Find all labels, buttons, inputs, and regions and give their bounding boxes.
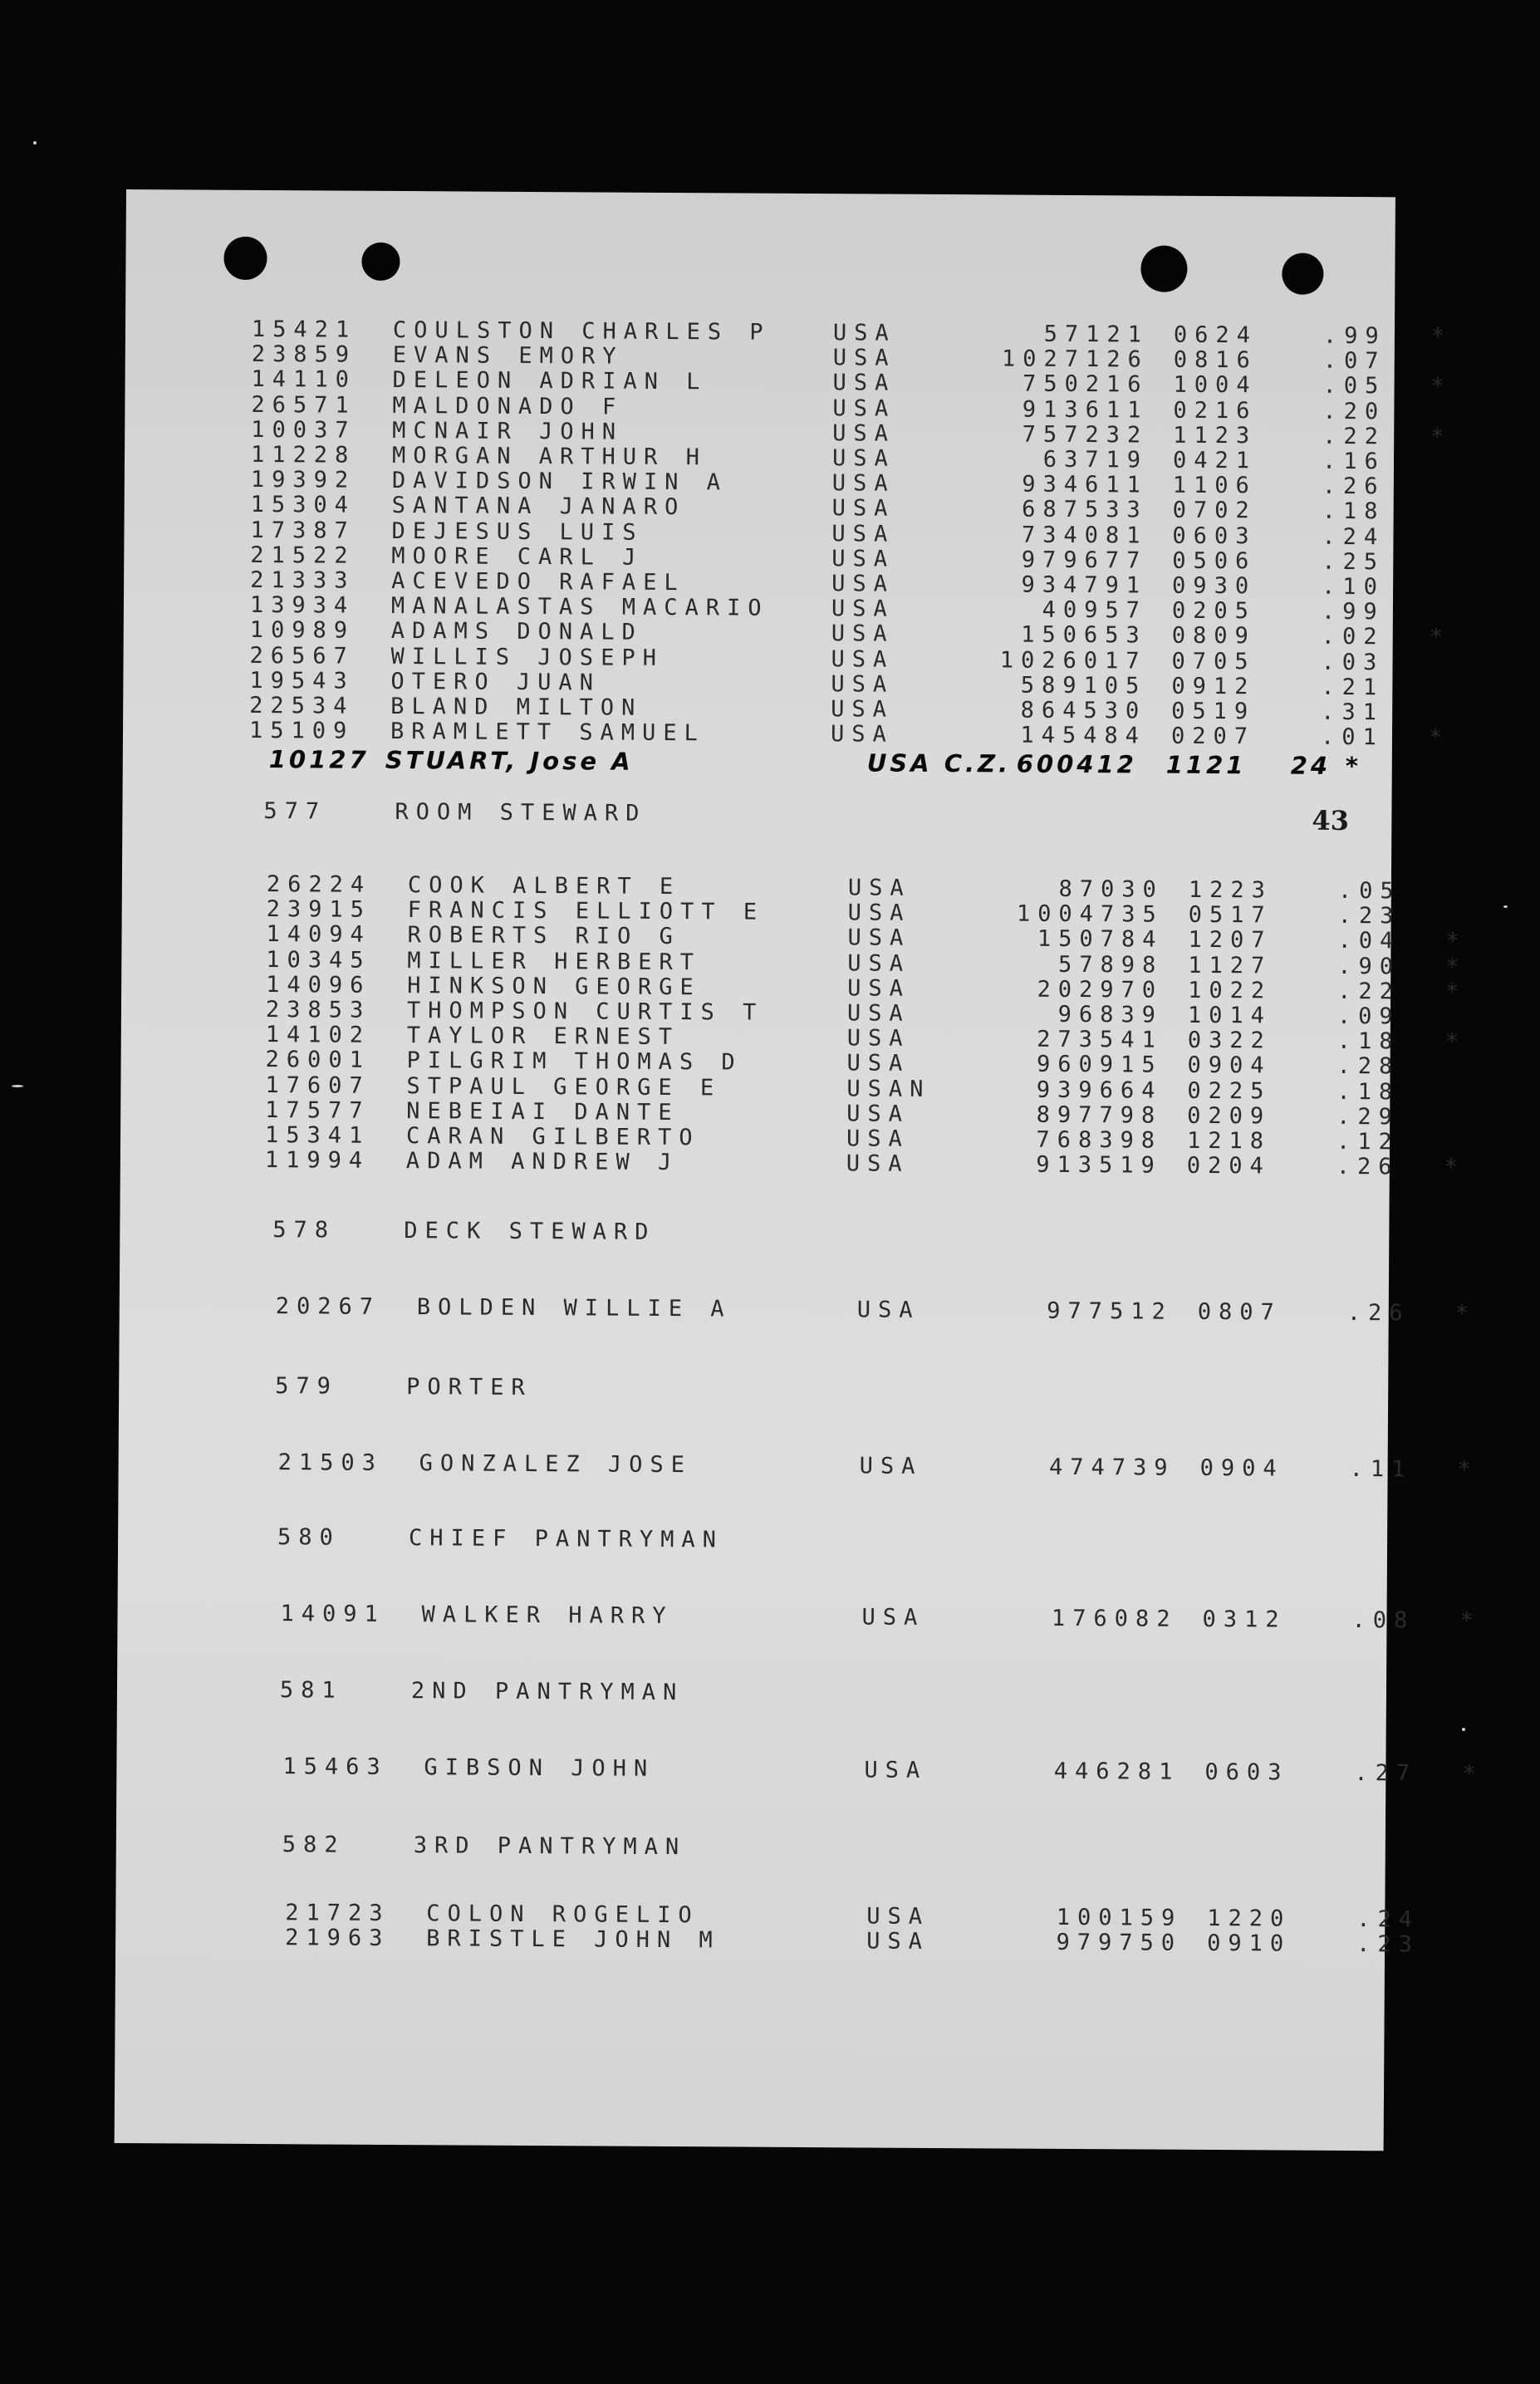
crew-code: .26 (1346, 1300, 1410, 1327)
crew-code: .16 (1322, 448, 1386, 475)
crew-name: HINKSON GEORGE (407, 972, 701, 1001)
crew-name: MANALASTAS MACARIO (390, 593, 769, 621)
crew-citizenship: USA (831, 621, 895, 648)
crew-citizenship: USA (856, 1297, 920, 1323)
crew-name: FRANCIS ELLIOTT E (407, 897, 765, 925)
crew-id: 17387 (250, 517, 356, 544)
crew-id: 14094 (266, 921, 371, 949)
crew-name: COOK ALBERT E (407, 872, 681, 900)
crew-name: MALDONADO F (392, 392, 624, 420)
crew-code: .29 (1336, 1103, 1400, 1131)
crew-id: 13934 (249, 592, 356, 619)
crew-name: DEJESUS LUIS (391, 518, 644, 546)
crew-name: PILGRIM THOMAS D (406, 1047, 743, 1076)
crew-number: 87030 (1058, 876, 1164, 903)
page-number: 43 (1312, 804, 1350, 837)
crew-mark: * (1459, 1607, 1481, 1634)
crew-name: BLAND MILTON (390, 693, 643, 721)
crew-code: .99 (1321, 598, 1385, 625)
crew-code: .05 (1322, 373, 1386, 400)
crew-id: 14096 (266, 971, 371, 998)
dust-speck (12, 1085, 23, 1087)
punch-hole (223, 237, 267, 280)
crew-id: 22534 (249, 692, 355, 719)
crew-code: .07 (1322, 347, 1386, 375)
section-title: ROOM STEWARD (395, 798, 647, 827)
crew-mark: * (1430, 323, 1453, 350)
crew-name: TAYLOR ERNEST (406, 1023, 680, 1051)
crew-code: .20 (1322, 398, 1386, 424)
crew-name: THOMPSON CURTIS T (406, 998, 764, 1026)
crew-name: COULSTON CHARLES P (392, 316, 771, 346)
crew-number: 913519 (1036, 1151, 1162, 1179)
crew-number: 979677 (1021, 547, 1148, 574)
crew-name: NEBEIAI DANTE (406, 1097, 679, 1126)
crew-number: 57121 (1043, 321, 1150, 348)
crew-date: 0624 (1173, 321, 1258, 349)
crew-code: .23 (1356, 1931, 1420, 1958)
crew-date: 1220 (1207, 1905, 1292, 1932)
crew-citizenship: USA (832, 345, 896, 371)
crew-number: 934611 (1022, 471, 1148, 498)
crew-list-top (126, 189, 1453, 751)
punch-hole (361, 243, 400, 281)
crew-date: 0705 (1171, 648, 1256, 674)
dust-speck (1462, 1728, 1465, 1731)
crew-date: 1218 (1186, 1127, 1272, 1155)
crew-name: MOORE CARL J (391, 542, 644, 571)
crew-date: 1022 (1188, 977, 1273, 1004)
crew-id: 10989 (249, 617, 356, 645)
crew-name: ROBERTS RIO G (407, 922, 680, 950)
section-title: 3RD PANTRYMAN (413, 1832, 687, 1861)
section-title: PORTER (406, 1374, 532, 1401)
punch-hole (1282, 253, 1323, 295)
crew-citizenship: USA (831, 520, 895, 547)
crew-date: 0910 (1207, 1930, 1292, 1957)
crew-citizenship: USA (832, 395, 896, 422)
crew-code: .26 (1336, 1154, 1400, 1180)
crew-name: OTERO JUAN (390, 668, 601, 696)
crew-name: ACEVEDO RAFAEL (391, 567, 685, 596)
crew-date: 1123 (1173, 422, 1258, 449)
crew-id: 15341 (264, 1122, 370, 1149)
crew-number: 474739 (1048, 1454, 1175, 1481)
section-title: DECK STEWARD (404, 1218, 656, 1245)
crew-mark: * (1445, 954, 1467, 980)
crew-citizenship: USA (831, 571, 895, 597)
crew-code: .18 (1336, 1078, 1400, 1105)
crew-citizenship: USA (830, 721, 894, 748)
crew-date: 0421 (1172, 447, 1258, 474)
crew-number: 202970 (1037, 976, 1164, 1003)
crew-date: 0204 (1186, 1153, 1271, 1180)
crew-date: 1004 (1173, 372, 1258, 399)
crew-number: 145484 (1020, 722, 1147, 749)
crew-number: 897798 (1036, 1101, 1163, 1129)
entry-number: 600412 (1016, 749, 1137, 779)
crew-mark: * (1430, 424, 1452, 450)
crew-code: .25 (1322, 548, 1386, 576)
section-title: CHIEF PANTRYMAN (408, 1525, 724, 1553)
crew-id: 19543 (249, 667, 355, 694)
crew-citizenship: USA (846, 1150, 910, 1177)
crew-number: 40957 (1042, 596, 1148, 624)
crew-number: 446281 (1053, 1758, 1180, 1785)
crew-number: 934791 (1021, 571, 1148, 599)
crew-id: 23859 (251, 341, 357, 368)
entry-date: 1121 (1165, 750, 1247, 780)
crew-mark: * (1445, 929, 1467, 955)
section-code: 577 (263, 798, 327, 825)
crew-mark: * (1462, 1760, 1484, 1788)
crew-code: .18 (1336, 1028, 1400, 1055)
crew-code: .28 (1336, 1053, 1400, 1080)
crew-date: 0322 (1187, 1028, 1272, 1054)
crew-code: .90 (1337, 953, 1401, 979)
crew-code: .01 (1320, 724, 1384, 751)
crew-date: 0209 (1187, 1102, 1272, 1130)
crew-number: 1004735 (1016, 900, 1164, 928)
crew-id: 15463 (282, 1754, 388, 1780)
crew-code: .24 (1356, 1906, 1420, 1933)
crew-name: GONZALEZ JOSE (419, 1450, 693, 1479)
crew-number: 768398 (1036, 1126, 1163, 1154)
crew-number: 589105 (1020, 672, 1147, 699)
crew-date: 0912 (1171, 673, 1256, 700)
crew-id: 14110 (251, 366, 356, 394)
crew-date: 0904 (1187, 1052, 1272, 1079)
crew-mark: * (1445, 979, 1467, 1005)
crew-number: 57898 (1057, 951, 1164, 979)
crew-number: 734081 (1021, 522, 1148, 549)
crew-citizenship: USA (847, 925, 911, 952)
crew-code: .22 (1322, 423, 1386, 450)
crew-citizenship: USA (831, 596, 895, 622)
crew-id: 14091 (280, 1601, 385, 1627)
crew-citizenship: USA (832, 320, 896, 346)
crew-code: .99 (1322, 322, 1386, 350)
crew-date: 0517 (1188, 902, 1273, 929)
crew-name: BRISTLE JOHN M (426, 1925, 720, 1954)
crew-name: ADAMS DONALD (390, 618, 643, 646)
crew-date: 0603 (1172, 522, 1257, 549)
crew-citizenship: USA (846, 1050, 910, 1077)
crew-name: STPAUL GEORGE E (406, 1072, 722, 1101)
section-code: 580 (277, 1524, 341, 1551)
crew-date: 1014 (1187, 1002, 1273, 1029)
crew-date: 0904 (1199, 1454, 1284, 1482)
crew-number: 63719 (1042, 446, 1149, 473)
crew-name: GIBSON JOHN (424, 1754, 655, 1782)
crew-mark: * (1428, 724, 1450, 751)
crew-citizenship: USA (864, 1757, 928, 1783)
crew-citizenship: USA (846, 1025, 910, 1052)
crew-mark: * (1457, 1456, 1479, 1483)
crew-id: 14102 (265, 1022, 371, 1049)
crew-name: DAVIDSON IRWIN A (391, 468, 728, 496)
entry-name: STUART, Jose A (385, 745, 634, 776)
crew-code: .24 (1322, 523, 1386, 550)
crew-code: .04 (1337, 928, 1401, 954)
crew-name: EVANS EMORY (392, 342, 624, 370)
crew-id: 10345 (266, 946, 371, 974)
crew-name: MORGAN ARTHUR H (391, 442, 707, 471)
crew-citizenship: USA (866, 1903, 930, 1930)
crew-id: 20267 (275, 1293, 381, 1320)
entry-mark: * (1345, 751, 1362, 781)
crew-code: .21 (1321, 674, 1385, 701)
crew-citizenship: USA (859, 1453, 923, 1479)
crew-name: WILLIS JOSEPH (390, 643, 664, 671)
crew-id: 26001 (265, 1047, 370, 1074)
crew-citizenship: USA (831, 470, 895, 497)
entry-code: 24 (1290, 751, 1332, 780)
crew-date: 0930 (1172, 572, 1257, 600)
crew-code: .12 (1336, 1128, 1400, 1155)
crew-id: 19392 (250, 467, 356, 493)
crew-citizenship: USA (831, 495, 895, 522)
crew-number: 757232 (1022, 421, 1149, 449)
section-code: 582 (282, 1832, 346, 1858)
crew-date: 0807 (1197, 1298, 1282, 1326)
crew-mark: * (1444, 1154, 1466, 1181)
crew-id: 17607 (265, 1072, 370, 1099)
crew-name: ADAM ANDREW J (405, 1148, 679, 1176)
crew-id: 21963 (285, 1925, 390, 1951)
crew-date: 0216 (1173, 397, 1258, 424)
crew-number: 273541 (1037, 1026, 1163, 1053)
punch-hole (1140, 245, 1187, 292)
crew-citizenship: USA (847, 900, 911, 926)
crew-citizenship: USA (831, 645, 895, 673)
crew-citizenship: USA (861, 1604, 925, 1631)
crew-name: BRAMLETT SAMUEL (390, 719, 705, 747)
crew-date: 0207 (1170, 723, 1256, 750)
crew-code: .10 (1322, 573, 1385, 601)
section-code: 578 (272, 1217, 336, 1244)
crew-citizenship: USA (866, 1928, 930, 1955)
crew-id: 11994 (264, 1147, 370, 1174)
crew-date: 0519 (1171, 698, 1256, 725)
crew-citizenship: USA (846, 1000, 910, 1027)
crew-date: 0603 (1204, 1759, 1289, 1786)
crew-date: 0225 (1187, 1077, 1272, 1105)
crew-id: 21333 (250, 567, 356, 594)
crew-citizenship: USA (846, 1101, 910, 1127)
crew-name: CARAN GILBERTO (405, 1123, 700, 1151)
crew-code: .11 (1349, 1456, 1413, 1483)
crew-mark: * (1430, 373, 1452, 400)
crew-name: MILLER HERBERT (407, 947, 702, 975)
crew-mark: * (1429, 624, 1451, 651)
crew-number: 1027126 (1001, 346, 1149, 373)
crew-number: 960915 (1036, 1052, 1163, 1079)
crew-name: MCNAIR JOHN (392, 417, 624, 445)
crew-code: .18 (1322, 498, 1386, 525)
crew-citizenship: USA (831, 445, 895, 472)
crew-citizenship: USA (847, 875, 911, 901)
crew-date: 0816 (1173, 346, 1258, 374)
crew-citizenship: USA (832, 419, 896, 447)
crew-citizenship: USA (847, 949, 911, 977)
crew-number: 977512 (1047, 1297, 1173, 1325)
document-sheet (115, 189, 1484, 2151)
crew-number: 96839 (1057, 1001, 1164, 1028)
crew-code: .02 (1321, 624, 1385, 650)
crew-date: 1207 (1188, 927, 1273, 954)
crew-date: 0506 (1172, 547, 1257, 575)
crew-code: .05 (1337, 877, 1401, 905)
crew-citizenship: USA (832, 370, 896, 397)
section-title: 2ND PANTRYMAN (410, 1678, 684, 1706)
crew-id: 11228 (250, 441, 356, 468)
crew-name: DELEON ADRIAN L (392, 367, 708, 395)
section-code: 581 (279, 1677, 343, 1704)
crew-number: 939664 (1036, 1077, 1163, 1104)
crew-number: 100159 (1056, 1904, 1183, 1931)
crew-number: 750216 (1022, 370, 1149, 398)
crew-date: 1223 (1188, 876, 1273, 904)
entry-id: 10127 (268, 745, 370, 774)
crew-name: WALKER HARRY (421, 1602, 674, 1630)
crew-name: BOLDEN WILLIE A (416, 1294, 732, 1322)
crew-id: 21522 (250, 542, 356, 569)
crew-date: 0205 (1171, 597, 1257, 625)
crew-code: .23 (1337, 903, 1401, 930)
crew-code: .08 (1351, 1607, 1415, 1634)
crew-id: 21503 (277, 1450, 384, 1476)
crew-citizenship: USAN (846, 1075, 931, 1102)
dust-speck (1503, 905, 1508, 908)
crew-code: .27 (1354, 1760, 1418, 1787)
crew-date: 0702 (1172, 498, 1257, 524)
crew-date: 1106 (1172, 472, 1257, 499)
crew-mark: * (1444, 1028, 1467, 1056)
section-code: 579 (275, 1373, 339, 1400)
crew-citizenship: USA (831, 545, 895, 572)
crew-code: .31 (1321, 699, 1385, 726)
crew-code: .26 (1322, 473, 1386, 500)
crew-id: 17577 (265, 1096, 370, 1124)
dust-speck (33, 141, 37, 145)
crew-id: 21723 (285, 1900, 390, 1926)
crew-id: 15109 (248, 718, 355, 744)
crew-citizenship: USA (847, 975, 911, 1002)
crew-code: .09 (1336, 1003, 1400, 1030)
crew-number: 150784 (1037, 926, 1164, 954)
crew-id: 15304 (250, 492, 356, 519)
crew-code: .22 (1337, 978, 1401, 1005)
crew-id: 26224 (266, 871, 372, 898)
crew-date: 1127 (1188, 952, 1273, 979)
crew-id: 23915 (266, 896, 372, 924)
entry-citizenship: USA C.Z. (866, 748, 1012, 778)
crew-date: 0809 (1171, 623, 1256, 650)
crew-id: 23853 (265, 997, 371, 1023)
crew-number: 176082 (1051, 1605, 1178, 1632)
crew-code: .03 (1321, 649, 1385, 675)
crew-citizenship: USA (831, 670, 895, 698)
crew-number: 864530 (1020, 697, 1147, 724)
crew-name: COLON ROGELIO (426, 1901, 699, 1929)
crew-citizenship: USA (831, 696, 895, 723)
crew-name: SANTANA JANARO (391, 493, 686, 521)
crew-id: 10037 (251, 416, 356, 444)
crew-number: 1026017 (999, 647, 1147, 674)
crew-number: 979750 (1056, 1929, 1183, 1956)
crew-id: 26567 (249, 642, 355, 670)
crew-id: 26571 (251, 391, 356, 419)
crew-number: 913611 (1022, 396, 1149, 424)
crew-number: 150653 (1021, 621, 1147, 649)
crew-number: 687533 (1022, 496, 1148, 523)
crew-citizenship: USA (846, 1126, 910, 1152)
crew-mark: * (1454, 1300, 1477, 1327)
crew-date: 0312 (1202, 1606, 1287, 1633)
crew-id: 15421 (251, 316, 357, 343)
